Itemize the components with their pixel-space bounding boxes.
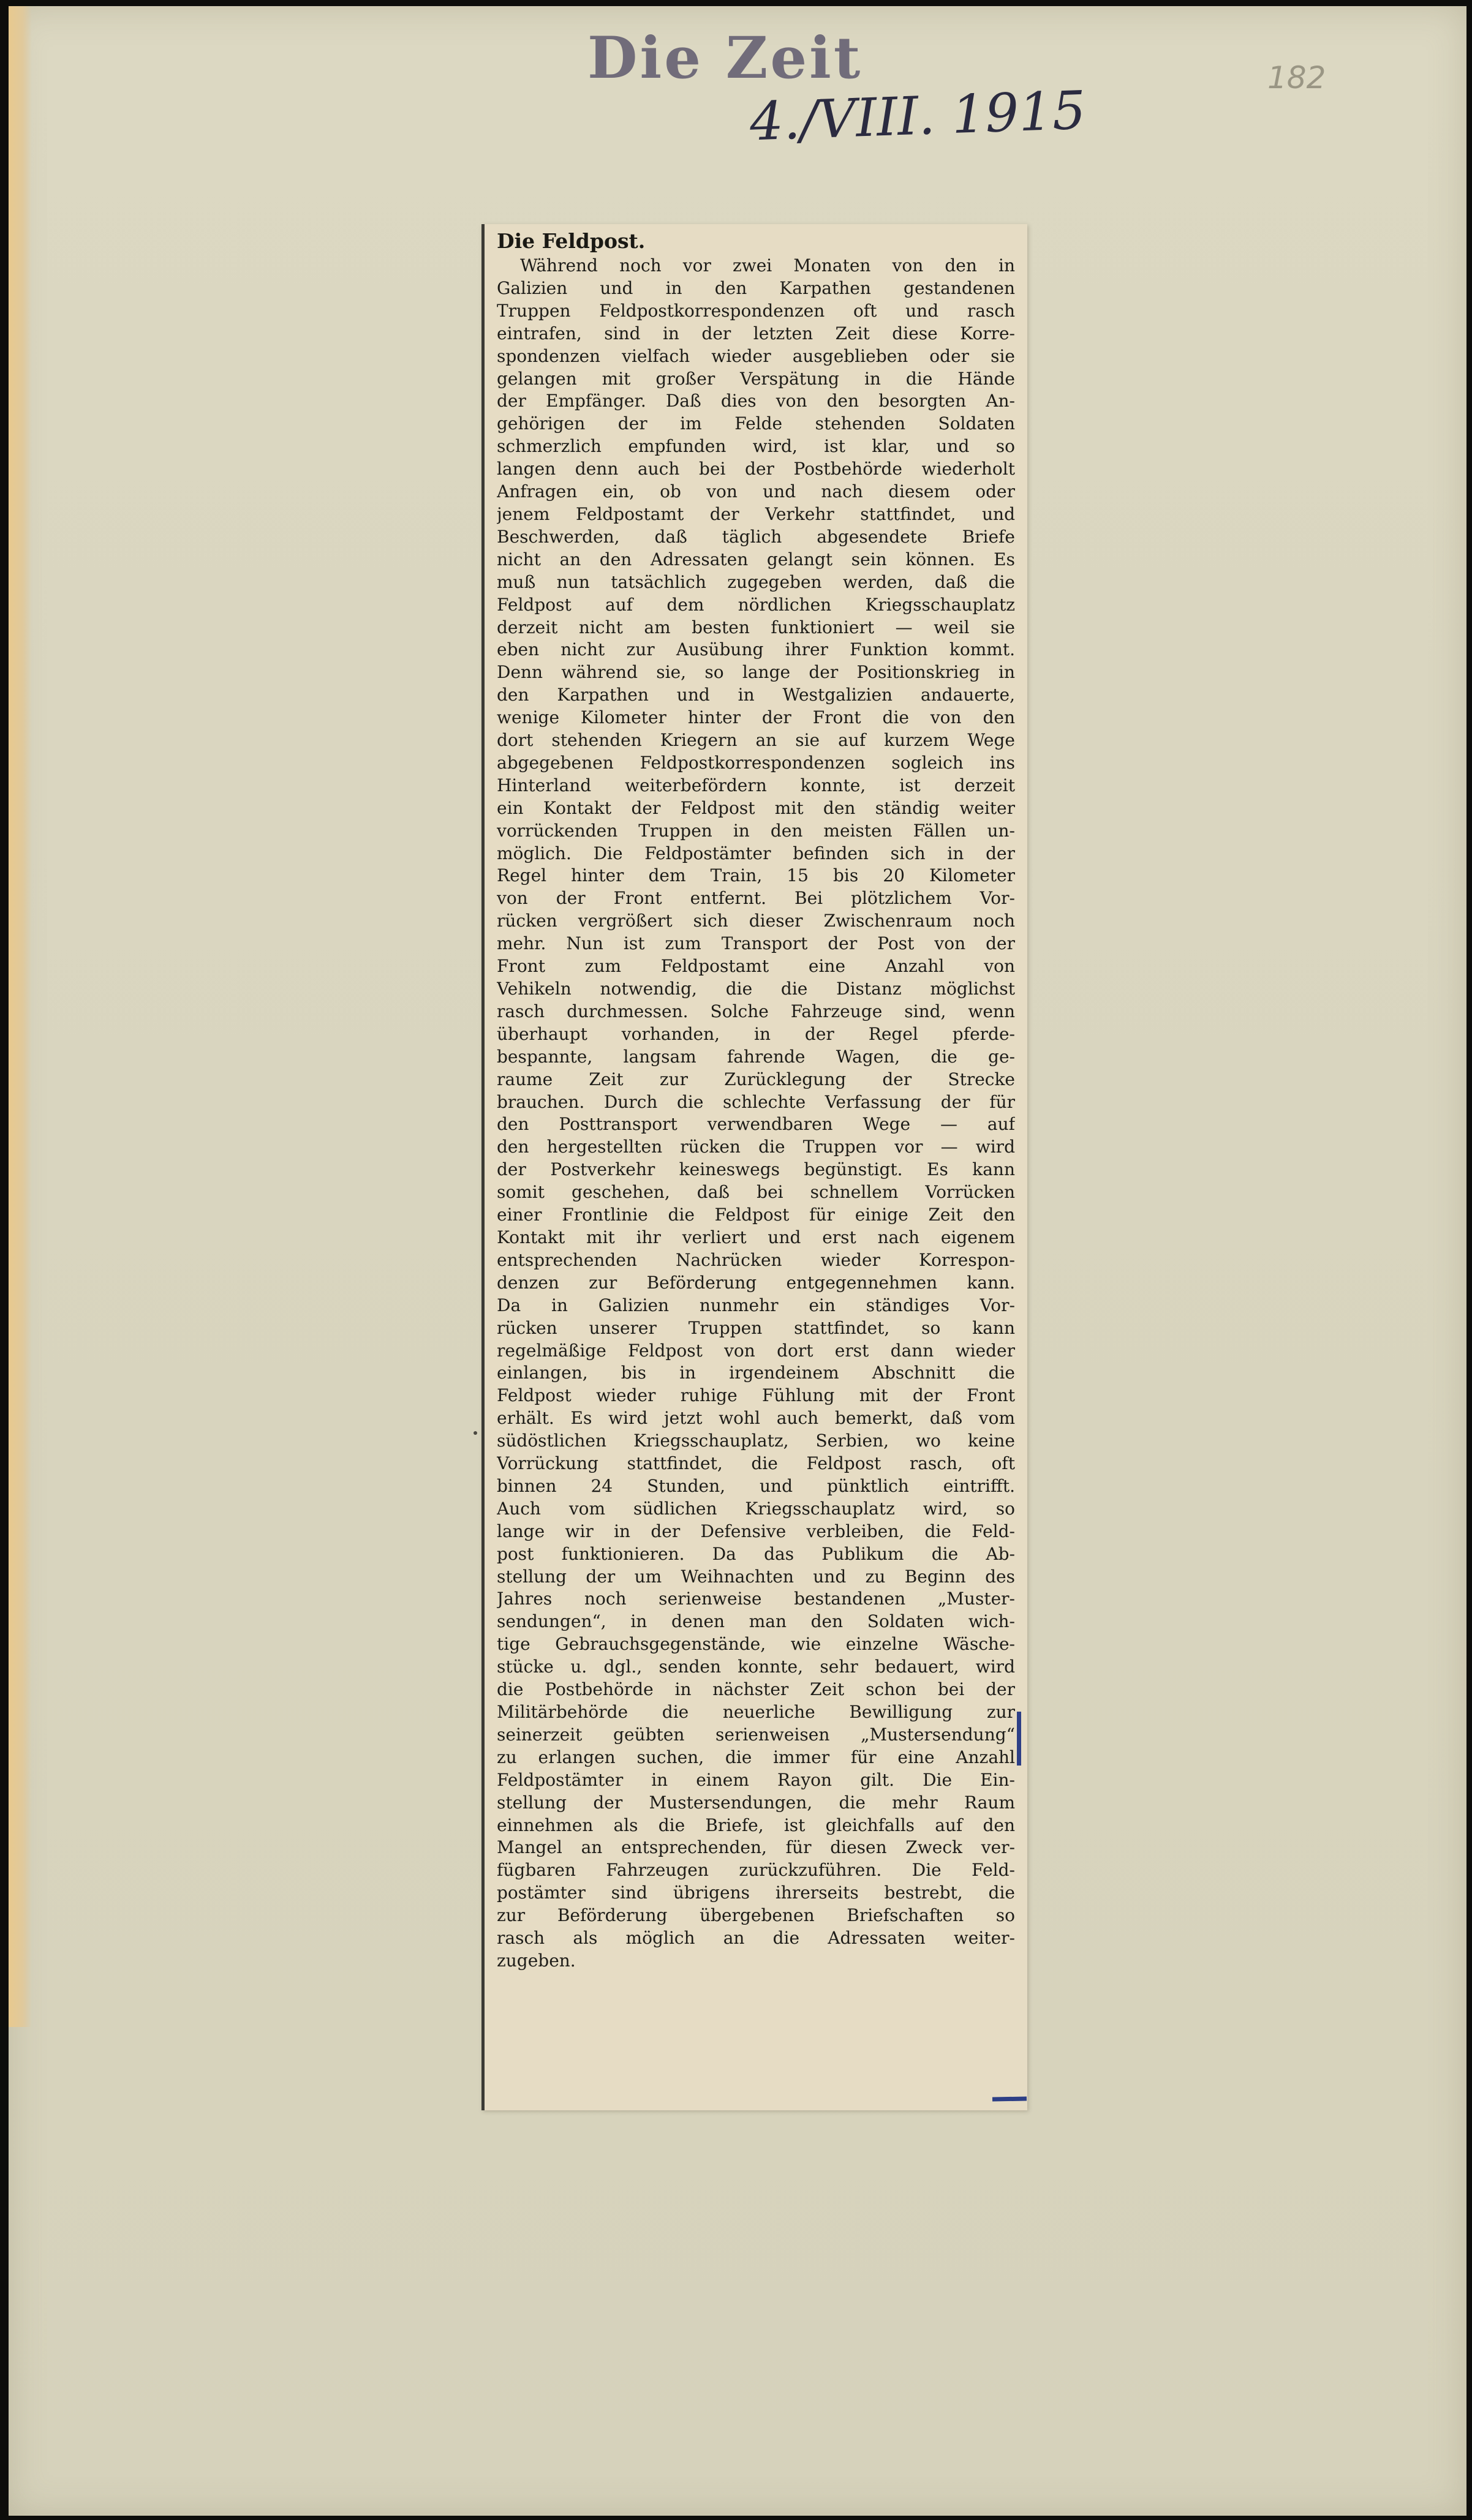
article-line: tige Gebrauchsgegenstände, wie einzelne Wäsche- <box>497 1634 1015 1655</box>
article-line: Da in Galizien nunmehr ein ständiges Vor- <box>497 1295 1015 1315</box>
article-line: die Postbehörde in nächster Zeit schon bei der <box>497 1679 1015 1700</box>
article-line: Feldpost auf dem nördlichen Kriegsschauplatz <box>497 594 1015 615</box>
article-line: einer Frontlinie die Feldpost für einige Zeit den <box>497 1205 1015 1225</box>
article-line: möglich. Die Feldpostämter befinden sich in der <box>497 843 1015 863</box>
article-line: Anfragen ein, ob von und nach diesem oder <box>497 481 1015 502</box>
article-line: einlangen, bis in irgendeinem Abschnitt die <box>497 1363 1015 1383</box>
article-line: Feldpost wieder ruhige Fühlung mit der Front <box>497 1385 1015 1406</box>
ink-dot <box>474 1431 477 1435</box>
article-line: Militärbehörde die neuerliche Bewilligung zur <box>497 1702 1015 1722</box>
article-line: langen denn auch bei der Postbehörde wiederholt <box>497 459 1015 480</box>
article-line: Beschwerden, daß täglich abgesendete Briefe <box>497 526 1015 547</box>
article-line: regelmäßige Feldpost von dort erst dann wieder <box>497 1340 1015 1361</box>
article-line: Regel hinter dem Train, 15 bis 20 Kilometer <box>497 865 1015 886</box>
blue-pencil-underline <box>992 2097 1027 2102</box>
article-line: rücken vergrößert sich dieser Zwischenraum noch <box>497 911 1015 931</box>
article-line: seinerzeit geübten serienweisen „Mustersendung“ <box>497 1724 1015 1745</box>
blue-pencil-mark <box>1017 1712 1021 1766</box>
article-line: zu erlangen suchen, die immer für eine Anzahl <box>497 1747 1015 1767</box>
article-line: Während noch vor zwei Monaten von den in <box>520 255 1015 276</box>
article-line: muß nun tatsächlich zugegeben werden, daß die <box>497 571 1015 592</box>
article-line: überhaupt vorhanden, in der Regel pferde- <box>497 1023 1015 1044</box>
article-line: abgegebenen Feldpostkorrespondenzen sogleich ins <box>497 752 1015 773</box>
article-line: eintrafen, sind in der letzten Zeit diese Korre- <box>497 323 1015 344</box>
article-line: Denn während sie, so lange der Positionskrieg in <box>497 662 1015 683</box>
article-line: Auch vom südlichen Kriegsschauplatz wird, so <box>497 1498 1015 1519</box>
article-line: lange wir in der Defensive verbleiben, die Feld- <box>497 1521 1015 1541</box>
article-line: südöstlichen Kriegsschauplatz, Serbien, wo keine <box>497 1431 1015 1451</box>
article-line: denzen zur Beförderung entgegennehmen kann. <box>497 1272 1015 1293</box>
page-number: 182 <box>1267 60 1326 96</box>
article-line: von der Front entfernt. Bei plötzlichem Vor- <box>497 888 1015 909</box>
newspaper-stamp: Die Zeit <box>587 24 863 92</box>
article-line: schmerzlich empfunden wird, ist klar, und so <box>497 436 1015 457</box>
article-line: erhält. Es wird jetzt wohl auch bemerkt, daß vom <box>497 1408 1015 1429</box>
article-line: Truppen Feldpostkorrespondenzen oft und rasch <box>497 300 1015 321</box>
article-line: raume Zeit zur Zurücklegung der Strecke <box>497 1069 1015 1089</box>
article-line: gehörigen der im Felde stehenden Soldaten <box>497 413 1015 434</box>
article-line: der Empfänger. Daß dies von den besorgten An- <box>497 391 1015 412</box>
article-line: sendungen“, in denen man den Soldaten wich- <box>497 1611 1015 1632</box>
article-line: binnen 24 Stunden, und pünktlich eintrifft. <box>497 1475 1015 1496</box>
article-line: den Posttransport verwendbaren Wege — auf <box>497 1114 1015 1135</box>
article-line: fügbaren Fahrzeugen zurückzuführen. Die Feld- <box>497 1860 1015 1881</box>
article-line: Vehikeln notwendig, die die Distanz möglichst <box>497 979 1015 999</box>
article-line: post funktionieren. Da das Publikum die Ab- <box>497 1543 1015 1564</box>
article-line: zugeben. <box>497 1950 576 1971</box>
article-line: postämter sind übrigens ihrerseits bestrebt, die <box>497 1882 1015 1903</box>
handwritten-date: 4./VIII. 1915 <box>749 80 1087 153</box>
article-line: Galizien und in den Karpathen gestandenen <box>497 277 1015 298</box>
newspaper-clipping <box>481 224 1027 2110</box>
article-line: gelangen mit großer Verspätung in die Hände <box>497 368 1015 389</box>
article-line: derzeit nicht am besten funktioniert — weil sie <box>497 617 1015 638</box>
article-line: stellung der Mustersendungen, die mehr Raum <box>497 1792 1015 1813</box>
article-line: stücke u. dgl., senden konnte, sehr bedauert, wird <box>497 1657 1015 1677</box>
article-line: Front zum Feldpostamt eine Anzahl von <box>497 956 1015 977</box>
paper-edge <box>9 6 32 2027</box>
article-line: Hinterland weiterbefördern konnte, ist derzeit <box>497 775 1015 795</box>
article-line: Feldpostämter in einem Rayon gilt. Die Ein- <box>497 1769 1015 1790</box>
article-line: den Karpathen und in Westgalizien andauerte, <box>497 685 1015 705</box>
article-line: brauchen. Durch die schlechte Verfassung der für <box>497 1091 1015 1112</box>
article-line: ein Kontakt der Feldpost mit den ständig weiter <box>497 797 1015 818</box>
article-line: den hergestellten rücken die Truppen vor — wird <box>497 1137 1015 1157</box>
article-line: rasch durchmessen. Solche Fahrzeuge sind, wenn <box>497 1001 1015 1021</box>
article-line: einnehmen als die Briefe, ist gleichfalls auf den <box>497 1815 1015 1835</box>
article-line: entsprechenden Nachrücken wieder Korrespon- <box>497 1249 1015 1270</box>
article-line: Kontakt mit ihr verliert und erst nach eigenem <box>497 1227 1015 1247</box>
article-line: mehr. Nun ist zum Transport der Post von der <box>497 933 1015 954</box>
article-line: stellung der um Weihnachten und zu Beginn des <box>497 1566 1015 1587</box>
article-line: vorrückenden Truppen in den meisten Fällen un- <box>497 820 1015 841</box>
article-line: zur Beförderung übergebenen Briefschaften so <box>497 1905 1015 1926</box>
article-line: rasch als möglich an die Adressaten weiter- <box>497 1928 1015 1949</box>
article-line: dort stehenden Kriegern an sie auf kurzem Wege <box>497 730 1015 751</box>
article-line: wenige Kilometer hinter der Front die von den <box>497 707 1015 728</box>
article-line: Jahres noch serienweise bestandenen „Muster- <box>497 1589 1015 1609</box>
article-line: Vorrückung stattfindet, die Feldpost rasch, oft <box>497 1453 1015 1474</box>
article-line: nicht an den Adressaten gelangt sein können. Es <box>497 549 1015 570</box>
article-line: rücken unserer Truppen stattfindet, so kann <box>497 1317 1015 1338</box>
article-line: jenem Feldpostamt der Verkehr stattfindet, und <box>497 503 1015 524</box>
article-line: Mangel an entsprechenden, für diesen Zweck ver- <box>497 1837 1015 1858</box>
article-line: somit geschehen, daß bei schnellem Vorrücken <box>497 1182 1015 1203</box>
article-line: der Postverkehr keineswegs begünstigt. Es kann <box>497 1159 1015 1180</box>
article-body <box>497 255 1015 1973</box>
article-line: bespannte, langsam fahrende Wagen, die ge- <box>497 1046 1015 1067</box>
article-line: spondenzen vielfach wieder ausgeblieben oder sie <box>497 345 1015 366</box>
article <box>497 228 1015 1973</box>
article-line: eben nicht zur Ausübung ihrer Funktion kommt. <box>497 639 1015 660</box>
article-title: Die Feldpost. <box>497 229 646 253</box>
